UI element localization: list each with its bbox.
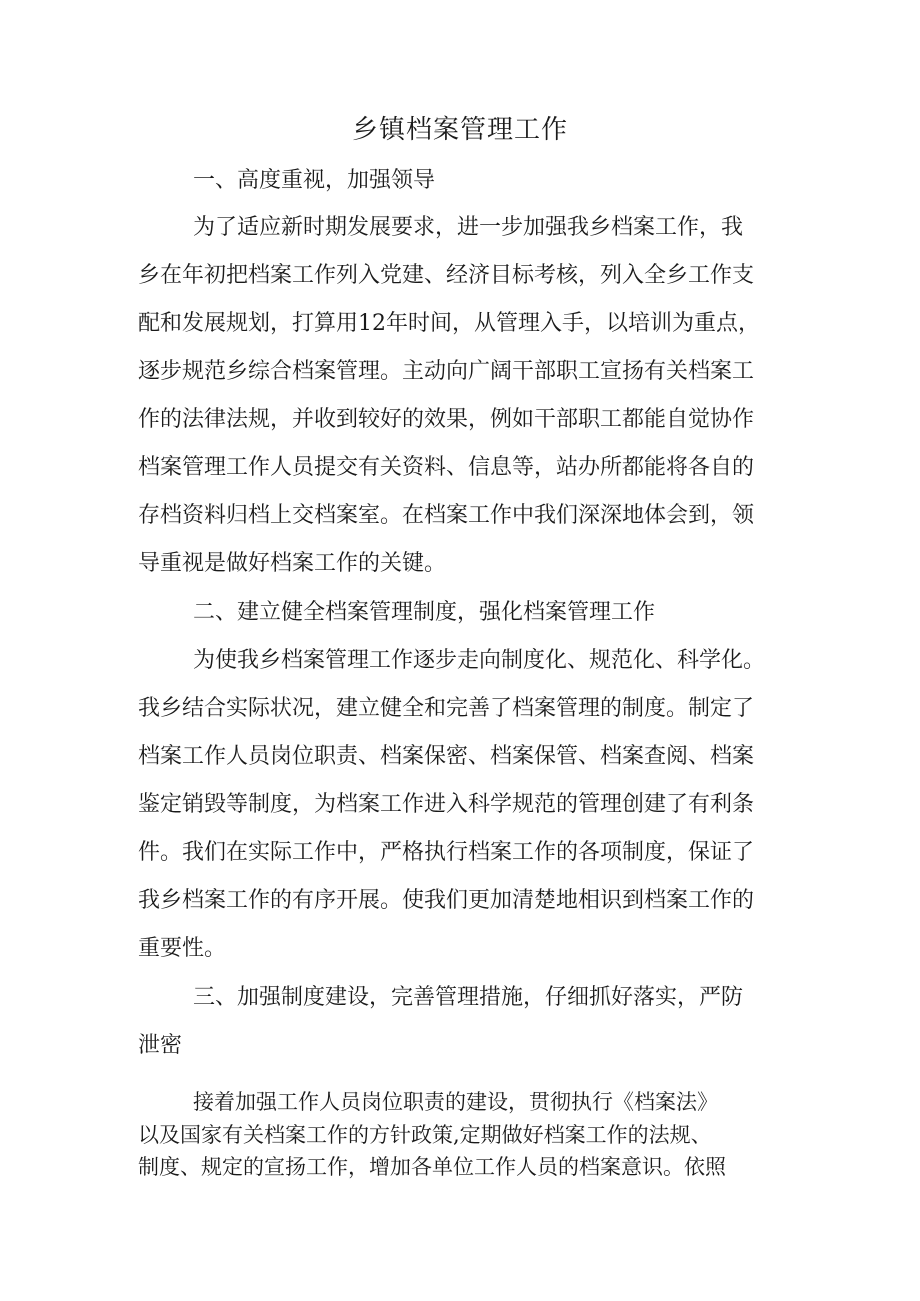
section-1-paragraph-line: 导重视是做好档案工作的关键。 (138, 551, 447, 576)
section-1-heading: 一、高度重视，加强领导 (193, 168, 436, 193)
section-1-paragraph-line: 档案管理工作人员提交有关资料、信息等，站办所都能将各自的 (138, 455, 755, 480)
section-3-heading-line: 泄密 (138, 1033, 183, 1058)
section-1-paragraph-line: 存档资料归档上交档案室。在档案工作中我们深深地体会到，领 (138, 503, 755, 528)
section-3-paragraph-line: 制度、规定的宣扬工作，增加各单位工作人员的档案意识。依照 (138, 1155, 726, 1179)
section-2-paragraph-line: 件。我们在实际工作中，严格执行档案工作的各项制度，保证了 (138, 840, 755, 865)
section-3-paragraph-line: 接着加强工作人员岗位职责的建设，贯彻执行《档案法》 (193, 1090, 718, 1114)
section-2-paragraph-line: 我乡结合实际状况，建立健全和完善了档案管理的制度。制定了 (138, 696, 755, 721)
section-2-heading: 二、建立健全档案管理制度，强化档案管理工作 (193, 600, 656, 625)
section-2-paragraph-line: 我乡档案工作的有序开展。使我们更加清楚地相识到档案工作的 (138, 888, 755, 913)
section-2-paragraph-line: 鉴定销毁等制度，为档案工作进入科学规范的管理创建了有利条 (138, 792, 755, 817)
section-1-paragraph-line: 为了适应新时期发展要求，进一步加强我乡档案工作，我 (193, 215, 744, 240)
section-1-paragraph-line: 乡在年初把档案工作列入党建、经济目标考核，列入全乡工作支 (138, 263, 755, 288)
section-1-paragraph-line: 作的法律法规，并收到较好的效果，例如干部职工都能自觉协作 (138, 407, 755, 432)
document-title: 乡镇档案管理工作 (351, 115, 568, 145)
section-1-paragraph-line: 配和发展规划，打算用12年时间，从管理入手，以培训为重点， (138, 311, 760, 336)
section-3-heading-line: 三、加强制度建设，完善管理措施，仔细抓好落实，严防 (193, 985, 744, 1010)
section-3-paragraph-line: 以及国家有关档案工作的方针政策,定期做好档案工作的法规、 (138, 1123, 712, 1147)
section-2-paragraph-line: 为使我乡档案管理工作逐步走向制度化、规范化、科学化。 (193, 648, 766, 673)
section-2-paragraph-line: 档案工作人员岗位职责、档案保密、档案保管、档案查阅、档案 (138, 744, 755, 769)
section-1-paragraph-line: 逐步规范乡综合档案管理。主动向广阔干部职工宣扬有关档案工 (138, 359, 755, 384)
section-2-paragraph-line: 重要性。 (138, 936, 227, 961)
